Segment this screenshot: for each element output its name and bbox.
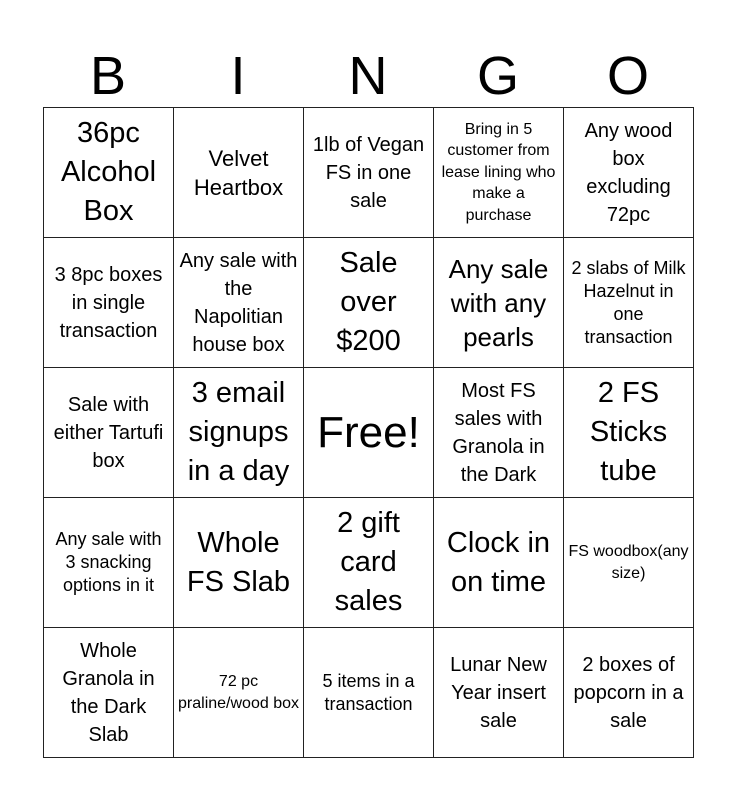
bingo-cell[interactable]	[564, 628, 694, 758]
bingo-cell[interactable]	[564, 108, 694, 238]
free-space-label: Free!	[317, 407, 420, 457]
bingo-cell[interactable]	[44, 628, 174, 758]
bingo-board	[43, 107, 694, 758]
bingo-cell[interactable]	[304, 498, 434, 628]
bingo-cell[interactable]	[174, 108, 304, 238]
cell-text: 2 gift card sales	[334, 507, 403, 617]
cell-text: FS woodbox(any size)	[568, 543, 689, 582]
bingo-cell[interactable]	[564, 498, 694, 628]
cell-text: Most FS sales with Granola in the Dark	[452, 379, 545, 486]
cell-text: Lunar New Year insert sale	[450, 653, 547, 732]
cell-text: Sale over $200	[336, 247, 401, 357]
bingo-cell[interactable]	[434, 498, 564, 628]
bingo-cell[interactable]	[174, 368, 304, 498]
bingo-cell[interactable]	[174, 628, 304, 758]
cell-text: Any sale with 3 snacking options in it	[55, 529, 162, 595]
bingo-cell[interactable]	[564, 368, 694, 498]
bingo-cell[interactable]	[174, 238, 304, 368]
bingo-cell[interactable]	[44, 108, 174, 238]
bingo-cell[interactable]	[304, 238, 434, 368]
free-space-cell[interactable]	[304, 368, 434, 498]
cell-text: Any sale with the Napolitian house box	[179, 249, 298, 356]
bingo-cell[interactable]	[44, 368, 174, 498]
cell-text: 1lb of Vegan FS in one sale	[312, 133, 425, 212]
bingo-cell[interactable]	[304, 108, 434, 238]
cell-text: 5 items in a transaction	[322, 670, 415, 714]
header-letter-b: B	[89, 46, 127, 106]
cell-text: Bring in 5 customer from lease lining who make a purchase	[441, 120, 556, 224]
cell-text: 3 8pc boxes in single transaction	[54, 263, 163, 342]
bingo-cell[interactable]	[434, 238, 564, 368]
cell-text: 36pc Alcohol Box	[60, 117, 157, 227]
bingo-cell[interactable]	[564, 238, 694, 368]
bingo-cell[interactable]	[434, 108, 564, 238]
header-letter-o: O	[606, 46, 649, 106]
bingo-cell[interactable]	[44, 498, 174, 628]
cell-text: Any wood box excluding 72pc	[584, 119, 673, 226]
cell-text: Whole FS Slab	[186, 526, 291, 598]
cell-text: Clock in on time	[446, 526, 551, 598]
cell-text: Sale with either Tartufi box	[53, 393, 164, 472]
cell-text: Whole Granola in the Dark Slab	[62, 639, 155, 746]
bingo-cell[interactable]	[434, 628, 564, 758]
header-letter-i: I	[230, 46, 246, 106]
bingo-cell[interactable]	[44, 238, 174, 368]
header-letter-n: N	[348, 46, 388, 106]
cell-text: 2 boxes of popcorn in a sale	[573, 653, 684, 732]
header-letter-g: G	[476, 46, 519, 106]
bingo-cell[interactable]	[174, 498, 304, 628]
cell-text: 2 slabs of Milk Hazelnut in one transaction	[571, 257, 686, 347]
cell-text: 3 email signups in a day	[187, 377, 290, 487]
bingo-cell[interactable]	[434, 368, 564, 498]
cell-text: Velvet Heartbox	[193, 145, 284, 200]
bingo-header	[43, 44, 693, 108]
cell-text: 72 pc praline/wood box	[178, 673, 299, 712]
cell-text: Any sale with any pearls	[448, 253, 549, 352]
cell-text: 2 FS Sticks tube	[589, 377, 668, 487]
bingo-cell[interactable]	[304, 628, 434, 758]
